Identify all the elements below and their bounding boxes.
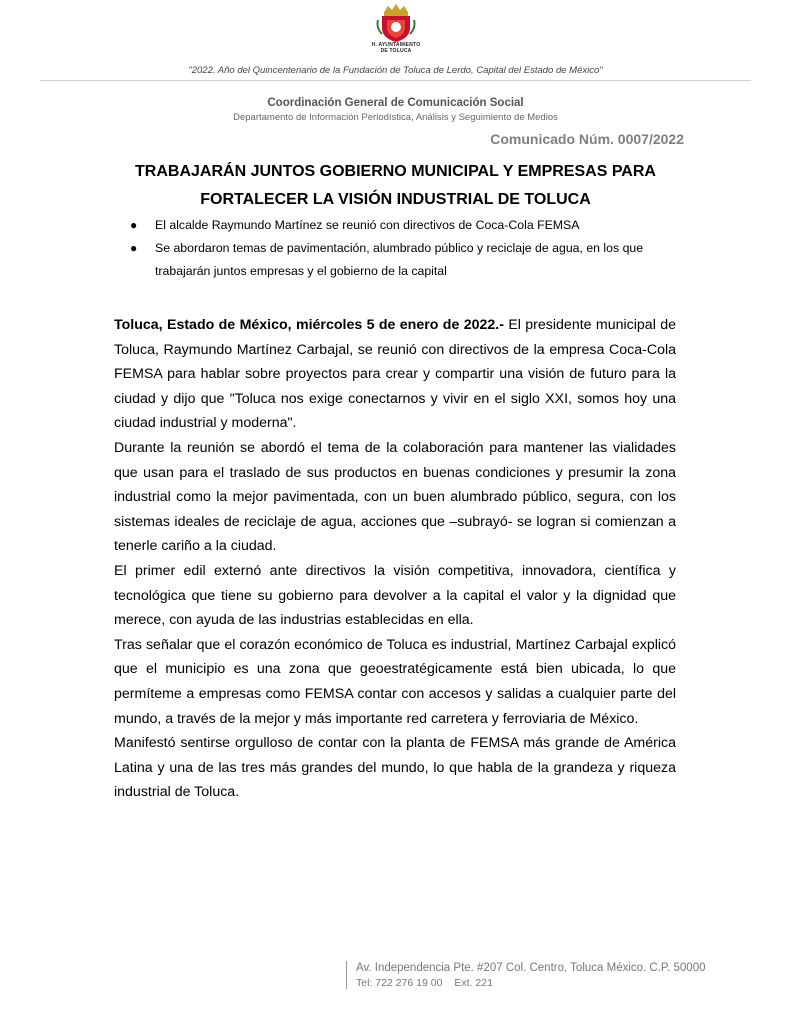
list-item (130, 237, 690, 283)
headline-line-2: FORTALECER LA VISIÓN INDUSTRIAL DE TOLUCA (200, 191, 591, 208)
paragraph-3: El primer edil externó ante directivos la visión competitiva, innovadora, científica y tecnológica que tiene su gobierno para devolver a la capital el valor y la dignidad que merece, con ayuda de las industrias establecidas en ella. (114, 562, 676, 629)
bullet-icon: ● (130, 241, 138, 255)
logo-text-line1: H. AYUNTAMIENTO (371, 42, 421, 48)
coordination-title: Coordinación General de Comunicación Social (267, 97, 524, 109)
list-item (130, 214, 690, 237)
dateline: Toluca, Estado de México, miércoles 5 de enero de 2022.- (114, 317, 504, 333)
coat-of-arms-icon (374, 4, 418, 42)
bullet-text: El alcalde Raymundo Martínez se reunió con directivos de Coca-Cola FEMSA (155, 218, 580, 232)
bullet-text: Se abordaron temas de pavimentación, alumbrado público y reciclaje de agua, en los que trabajarán juntos empresas y el gobierno de la capital (155, 241, 644, 278)
footer-ext: Ext. 221 (454, 977, 493, 989)
header-divider (40, 80, 751, 81)
year-motto: "2022. Año del Quincentenario de la Fundación de Toluca de Lerdo, Capital del Estado de México" (188, 65, 603, 76)
footer-contact (356, 977, 493, 989)
paragraph-5: Manifestó sentirse orgulloso de contar con la planta de FEMSA más grande de América Latina y una de las tres más grandes del mundo, lo que habla de la grandeza y riqueza industrial de Toluca. (114, 735, 676, 801)
footer-address: Av. Independencia Pte. #207 Col. Centro, Toluca México. C.P. 50000 (356, 962, 706, 974)
toluca-logo (360, 4, 432, 54)
headline-line-1: TRABAJARÁN JUNTOS GOBIERNO MUNICIPAL Y EMPRESAS PARA (135, 163, 656, 180)
summary-bullets (130, 214, 690, 283)
footer-divider (346, 961, 347, 989)
department-subtitle: Departamento de Información Periodística, Análisis y Seguimiento de Medios (233, 112, 558, 123)
paragraph-1-text: El presidente municipal de Toluca, Raymundo Martínez Carbajal, se reunió con directivos de la empresa Coca-Cola FEMSA para hablar sobre proyectos para crear y compartir una visión de futuro para la ciudad y dijo que "Toluca nos exige conectarnos y vivir en el siglo XXI, somos hoy una ciudad industrial y moderna". (114, 317, 676, 432)
paragraph-4: Tras señalar que el corazón económico de Toluca es industrial, Martínez Carbajal explicó que el municipio es una zona que geoestratégicamente está bien ubicada, lo que permíteme a empresas como FEMSA contar con accesos y salidas a cualquier parte del mundo, a través de la mejor y más importante red carretera y ferroviaria de México. (114, 636, 676, 727)
paragraph-2: Durante la reunión se abordó el tema de la colaboración para mantener las vialidades que usan para el traslado de sus productos en buenas condiciones y presumir la zona industrial como la mejor pavimentada, con un buen alumbrado público, segura, con los sistemas ideales de reciclaje de agua, acciones que –subrayó- se logran si comienzan a tenerle cariño a la ciudad. (114, 439, 676, 555)
comunicado-number: Comunicado Núm. 0007/2022 (490, 131, 684, 147)
bullet-icon: ● (130, 218, 138, 232)
footer-tel: Tel: 722 276 19 00 (356, 977, 443, 989)
paragraph-1 (114, 313, 676, 436)
logo-text-line2: DE TOLUCA (380, 48, 412, 54)
article-body (114, 313, 676, 805)
